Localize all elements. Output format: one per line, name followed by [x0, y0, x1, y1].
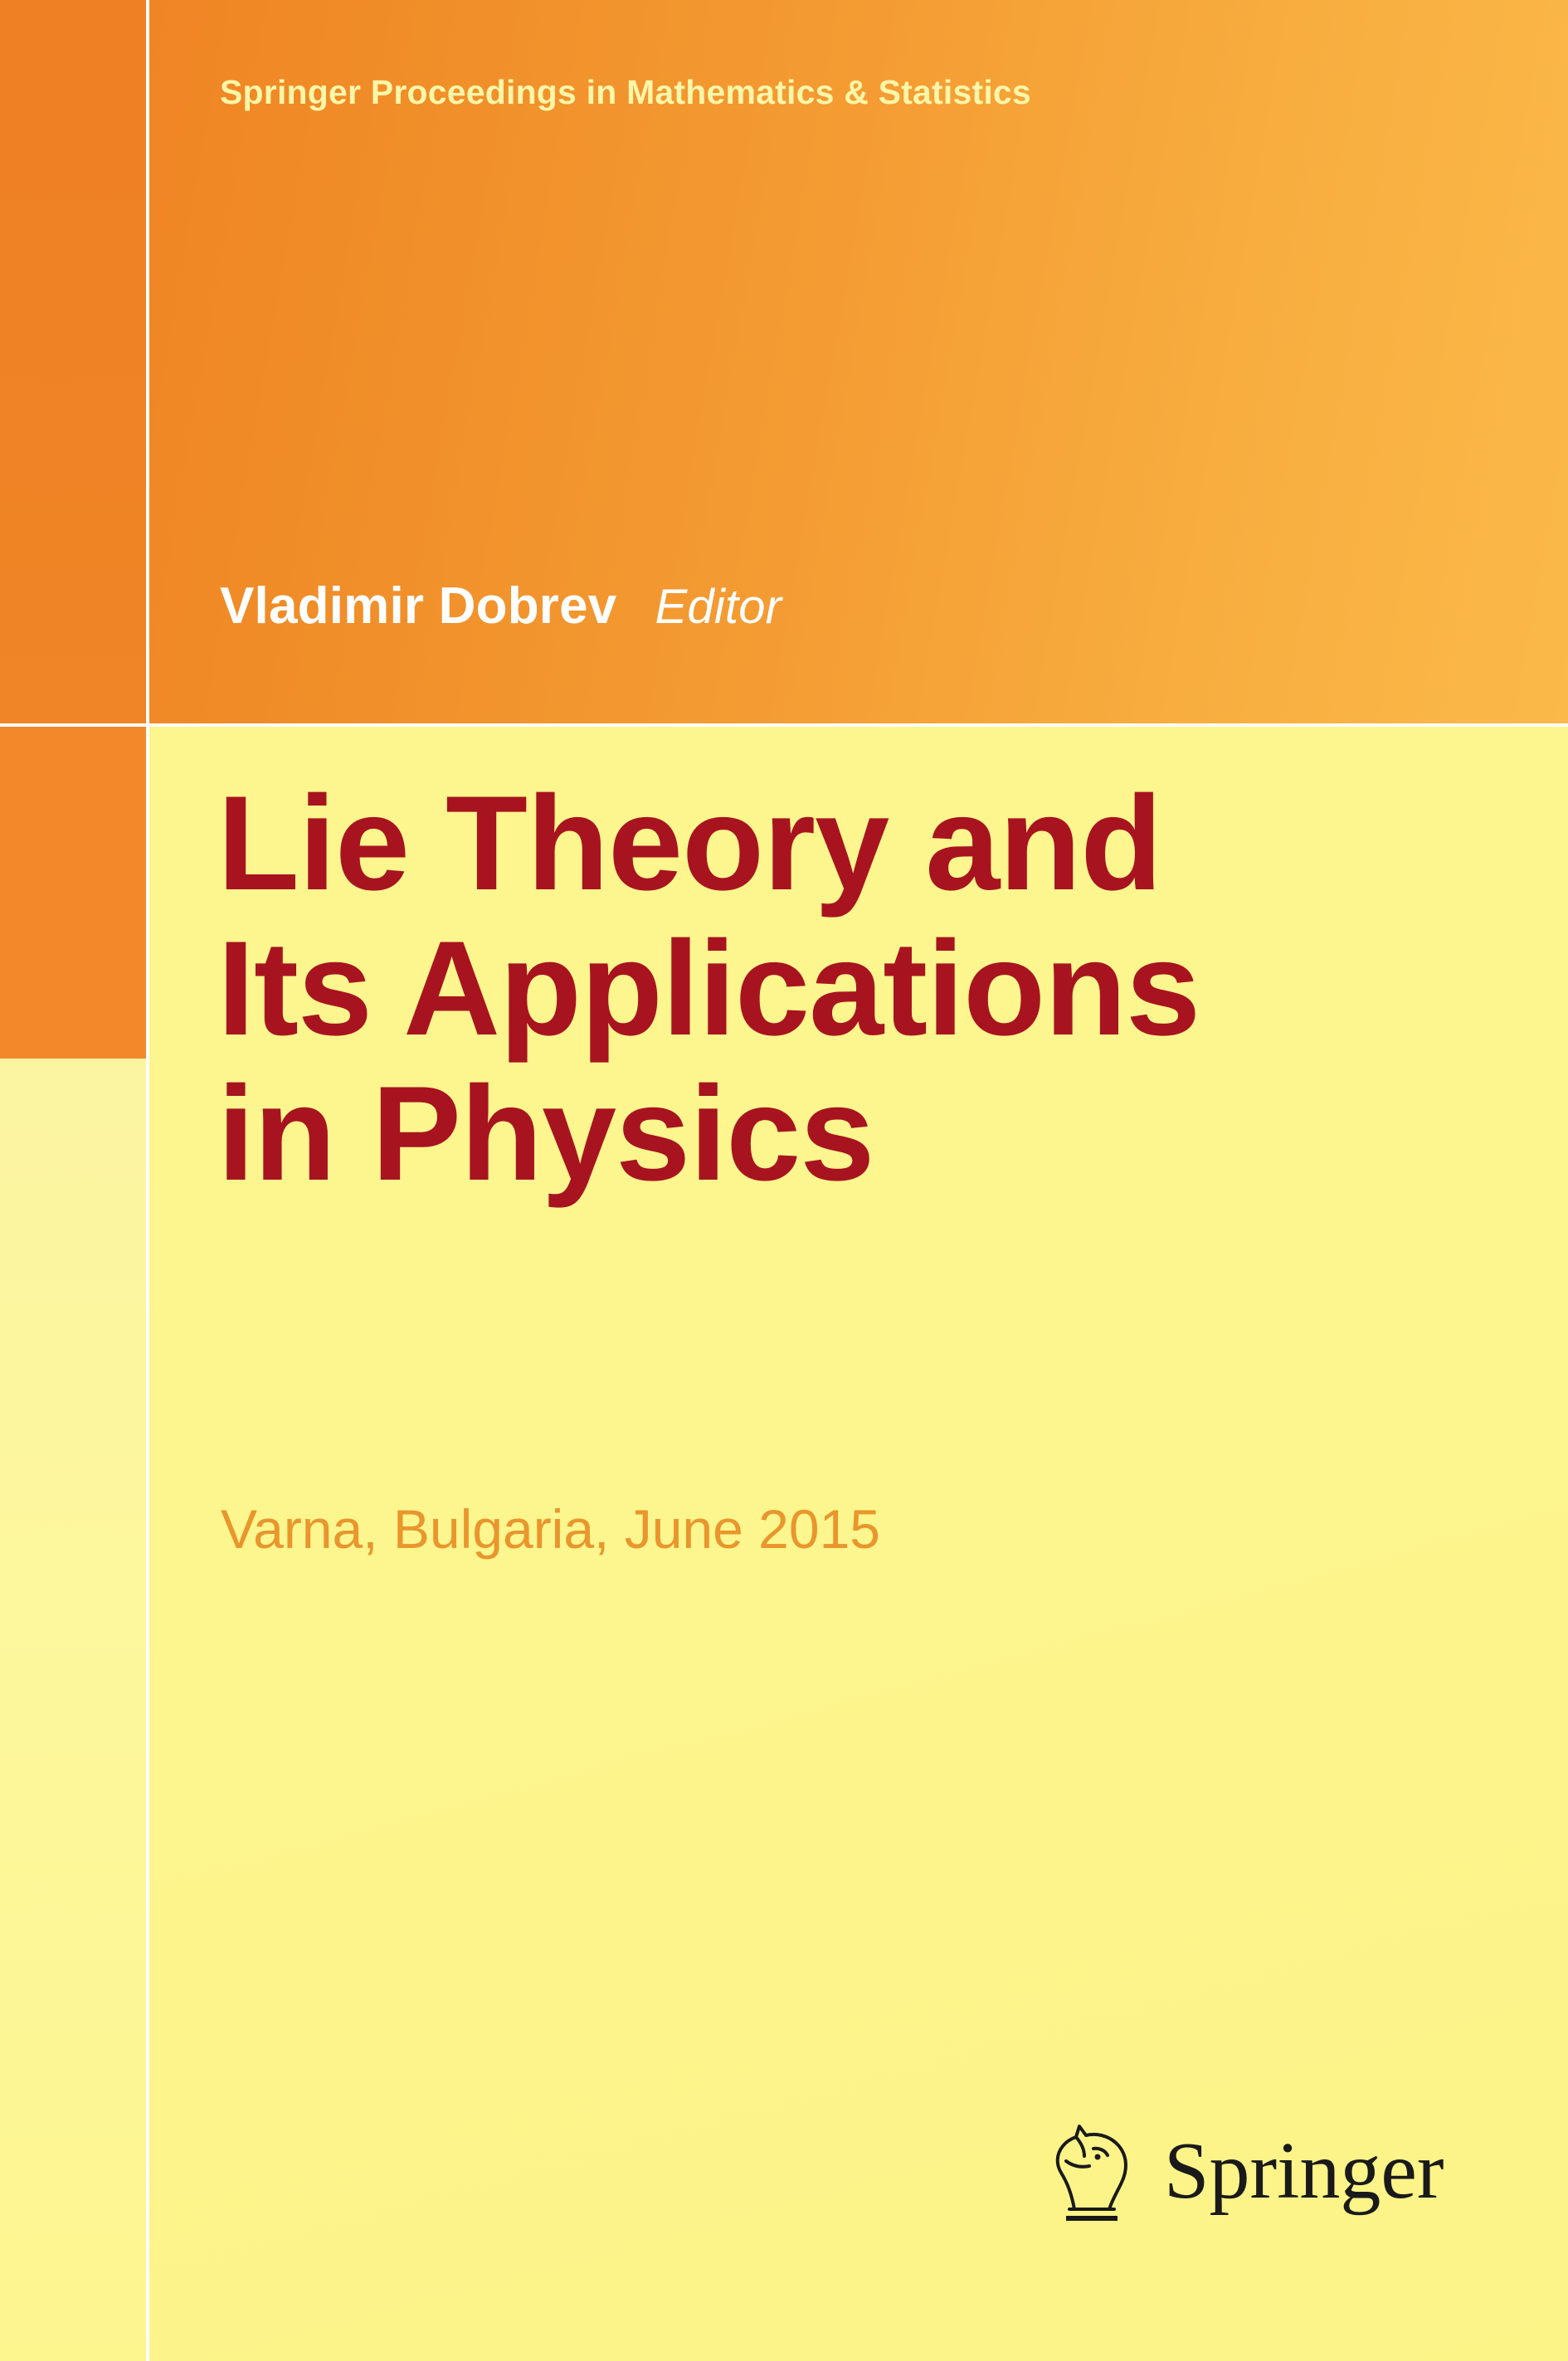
page-title [217, 768, 1429, 1209]
spine-lower-panel [0, 1059, 146, 2361]
editor-line [220, 577, 782, 635]
editor-role: Editor [655, 580, 782, 634]
springer-knight-icon [1041, 2111, 1149, 2227]
spine-top-panel [0, 0, 146, 723]
springer-logo [1041, 2111, 1456, 2227]
springer-wordmark: Springer [1164, 2126, 1444, 2216]
title-line-1: Lie Theory and [217, 768, 1162, 918]
title-line-2: Its Applications [217, 913, 1200, 1064]
spine-divider [146, 0, 149, 2361]
editor-name: Vladimir Dobrev [220, 577, 617, 635]
series-title: Springer Proceedings in Mathematics & Statistics [220, 73, 1031, 111]
spine-accent-block [0, 727, 146, 1059]
subtitle: Varna, Bulgaria, June 2015 [221, 1498, 880, 1560]
band-divider [0, 723, 1568, 727]
title-line-3: in Physics [217, 1058, 874, 1209]
